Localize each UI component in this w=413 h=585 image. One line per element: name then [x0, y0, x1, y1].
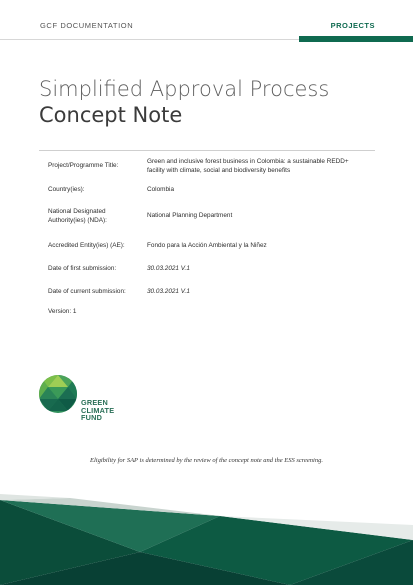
- field-label: Date of first submission:: [48, 265, 117, 272]
- field-value: Fondo para la Acción Ambiental y la Niñez: [147, 242, 267, 249]
- field-label: Country(ies):: [48, 186, 85, 193]
- gcf-globe-logo-icon: [38, 371, 78, 417]
- field-value: National Planning Department: [147, 212, 233, 219]
- field-label: Date of current submission:: [48, 288, 126, 295]
- field-label: Project/Programme Title:: [48, 162, 119, 169]
- section-label: PROJECTS: [330, 21, 375, 30]
- document-type-label: GCF DOCUMENTATION: [40, 21, 134, 30]
- document-subtitle: Concept Note: [39, 103, 183, 127]
- eligibility-footnote: Eligibility for SAP is determined by the review of the concept note and the ESS screening.: [90, 457, 323, 464]
- field-value: 30.03.2021 V.1: [147, 265, 190, 272]
- field-value: 30.03.2021 V.1: [147, 288, 190, 295]
- gcf-logo-wordmark: GREEN CLIMATE FUND: [81, 398, 115, 423]
- field-label: Version:: [48, 308, 72, 315]
- header-accent-bar: [299, 36, 413, 42]
- document-title: Simplified Approval Process: [39, 77, 330, 101]
- field-label: Accredited Entity(ies) (AE):: [48, 242, 125, 249]
- field-row-version: [48, 308, 368, 317]
- header-divider: [0, 39, 299, 40]
- field-value: Green and inclusive forest business in Colombia: a sustainable REDD+ facility with climate, social and biodiversity benefits: [147, 158, 349, 174]
- field-value: 1: [72, 308, 77, 315]
- field-value: Colombia: [147, 186, 174, 193]
- field-label: National Designated Authority(ies) (NDA):: [48, 208, 107, 224]
- info-table-top-rule: [39, 150, 375, 151]
- decorative-footer-art: [0, 470, 413, 585]
